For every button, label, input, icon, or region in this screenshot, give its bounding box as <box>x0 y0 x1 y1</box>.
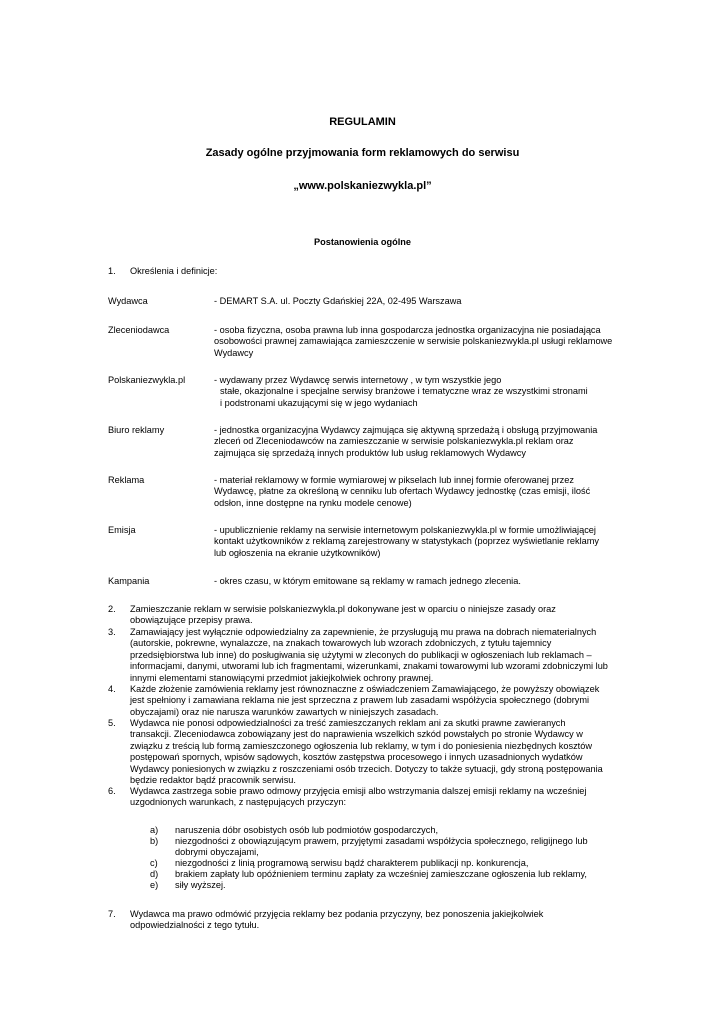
item-line: obowiązujące przepisy prawa. <box>130 615 253 626</box>
item-number: 3. <box>108 627 116 637</box>
definition-line: - okres czasu, w którym emitowane są reklamy w ramach jednego zlecenia. <box>214 576 521 586</box>
definition-line: osobowości prawnej zamawiająca zamieszczenie w serwisie polskaniezwykla.pl usługi reklamowe <box>214 336 613 347</box>
document-site: „www.polskaniezwykla.pl” <box>293 180 432 192</box>
item-number: 6. <box>108 786 116 796</box>
definition-body <box>214 325 634 359</box>
item-text <box>130 909 630 932</box>
subitem-text <box>175 825 625 836</box>
subitem-text <box>175 858 625 869</box>
definition-line: - osoba fizyczna, osoba prawna lub inna gospodarcza jednostka organizacyjna nie posiadająca <box>214 325 601 335</box>
item-line: przedsiębiorstwa lub inne) do posługiwania się użytymi w zleconych do publikacji w ogłoszeniach lub reklamach – <box>130 649 592 660</box>
section-heading: Postanowienia ogólne <box>314 237 411 247</box>
item-line: będzie redaktor bądź pracownik serwisu. <box>130 775 296 786</box>
subitem-letter: a) <box>150 825 159 835</box>
document-subtitle: Zasady ogólne przyjmowania form reklamowych do serwisu <box>205 147 520 159</box>
item-line: jest spełniony i zamawiana reklama nie jest sprzeczna z prawem lub zasadami współżycia społecznego (dobrymi <box>130 695 590 706</box>
item-line: Wydawca nie ponosi odpowiedzialności za treść zamieszczanych reklam ani za skutki prawne zawieranych <box>130 718 566 728</box>
item-line: Wydawca ma prawo odmówić przyjęcia reklamy bez podania przyczyny, bez ponoszenia jakiejkolwiek <box>130 909 544 919</box>
subitem-text <box>175 869 625 880</box>
item-number: 7. <box>108 909 116 919</box>
item-text <box>130 786 630 809</box>
definition-line: zleceń od Zleceniodawców na zamieszczanie w serwisie polskaniezwykla.pl reklam oraz <box>214 436 574 447</box>
subitem-line: naruszenia dóbr osobistych osób lub podmiotów gospodarczych, <box>175 825 439 835</box>
definition-term: Polskaniezwykla.pl <box>108 375 186 385</box>
subitem-text <box>175 836 625 859</box>
definition-line: stałe, okazjonalne i specjalne serwisy branżowe i tematyczne wraz ze wszystkimi stronami <box>220 386 588 397</box>
item-line: obyczajami) oraz nie narusza warunków zawartych w niniejszych zasadach. <box>130 706 439 717</box>
definition-body <box>214 425 634 459</box>
item-line: Wydawca zastrzega sobie prawo odmowy przyjęcia emisji albo wstrzymania dalszej emisji reklamy na wcześniej <box>130 786 587 796</box>
definition-line: - jednostka organizacyjna Wydawcy zajmująca się aktywną sprzedażą i obsługą przyjmowania <box>214 425 598 435</box>
definition-line: zajmująca się sprzedażą innych produktów lub usług reklamowych Wydawcy <box>214 447 526 458</box>
item-line: odpowiedzialności z tego tytułu. <box>130 920 260 931</box>
subitem-text <box>175 880 625 891</box>
item-line: postępowań spornych, wpisów sądowych, kosztów zastępstwa procesowego i innych uzasadnionych wydatków <box>130 752 583 763</box>
subitem-letter: e) <box>150 880 159 890</box>
subitem-line: siły wyższej. <box>175 880 226 890</box>
subitem-letter: d) <box>150 869 159 879</box>
definition-body <box>214 576 634 587</box>
definition-body <box>214 475 634 509</box>
definition-line: i podstronami ukazującymi się w jego wydaniach <box>220 397 418 408</box>
definition-term: Wydawca <box>108 296 148 306</box>
item-text <box>130 627 630 684</box>
item-line: Wydawcy poniesionych w związku z roszczeniami osób trzecich. Dotyczy to także sytuacji, gdy stroną postępowania <box>130 763 603 774</box>
item-line: innymi elementami stanowiącymi przedmiot jakiejkolwiek ochrony prawnej. <box>130 672 434 683</box>
definition-body <box>214 375 634 409</box>
item-text: Określenia i definicje: <box>130 266 218 276</box>
definition-line: - DEMART S.A. ul. Poczty Gdańskiej 22A, 02-495 Warszawa <box>214 296 462 306</box>
document-title: REGULAMIN <box>329 116 396 128</box>
definition-term: Kampania <box>108 576 150 586</box>
definition-term: Biuro reklamy <box>108 425 165 435</box>
item-line: (autorskie, pokrewne, wynalazcze, na znakach towarowych lub wzorach zdobniczych, z tytułu tajemnicy <box>130 638 552 649</box>
item-line: Każde złożenie zamówienia reklamy jest równoznaczne z oświadczeniem Zamawiającego, że powyższy obowiązek <box>130 684 600 694</box>
subitem-line: brakiem zapłaty lub opóźnieniem terminu zapłaty za wcześniej zamieszczane ogłoszenia lub reklamy, <box>175 869 587 879</box>
item-text <box>130 604 630 627</box>
definition-term: Reklama <box>108 475 145 485</box>
definition-line: Wydawcę, płatne za określoną w cenniku lub ofertach Wydawcy jednostkę (czas emisji, ilość <box>214 486 591 497</box>
definition-line: odsłon, inne dostępne na rynku modele cenowe) <box>214 497 412 508</box>
definition-term: Zleceniodawca <box>108 325 170 335</box>
definition-line: lub ogłoszenia na ekranie użytkowników) <box>214 547 381 558</box>
definition-line: - upublicznienie reklamy na serwisie internetowym polskaniezwykla.pl w formie umożliwiającej <box>214 525 596 535</box>
item-line: związku z treścią lub formą zamieszczonego ogłoszenia lub reklamy, w tym i do poniesienia niezbędnych kosztów <box>130 740 592 751</box>
subitem-line: dobrymi obyczajami, <box>175 847 259 858</box>
item-line: informacjami, danymi, utworami lub ich fragmentami, wizerunkami, znakami towarowymi lub wzorami zdobniczymi lub <box>130 661 608 672</box>
item-text <box>130 718 630 786</box>
item-number: 4. <box>108 684 116 694</box>
definition-line: Wydawcy <box>214 347 254 358</box>
subitem-letter: b) <box>150 836 159 846</box>
subitem-letter: c) <box>150 858 158 868</box>
definition-line: - materiał reklamowy w formie wymiarowej w pikselach lub innej formie oferowanej przez <box>214 475 574 485</box>
item-line: transakcji. Zleceniodawca zobowiązany jest do naprawienia wszelkich szkód powstałych po stronie Wydawcy w <box>130 729 583 740</box>
item-line: Zamawiający jest wyłącznie odpowiedzialny za zapewnienie, że przysługują mu prawa na dobrach niematerialnych <box>130 627 597 637</box>
definition-body <box>214 525 634 559</box>
item-number: 2. <box>108 604 116 614</box>
item-number: 1. <box>108 266 116 276</box>
definition-term: Emisja <box>108 525 136 535</box>
item-line: Zamieszczanie reklam w serwisie polskaniezwykla.pl dokonywane jest w oparciu o niniejsze zasady oraz <box>130 604 556 614</box>
subitem-line: niezgodności z linią programową serwisu bądź charakterem publikacji np. konkurencja, <box>175 858 529 868</box>
item-text <box>130 684 630 718</box>
definition-line: kontakt użytkowników z reklamą zarejestrowany w statystykach (poprzez wyświetlanie reklamy <box>214 536 599 547</box>
subitem-line: niezgodności z obowiązującym prawem, przyjętymi zasadami współżycia społecznego, religijnego lub <box>175 836 588 846</box>
item-number: 5. <box>108 718 116 728</box>
definition-line: - wydawany przez Wydawcę serwis internetowy , w tym wszystkie jego <box>214 375 502 385</box>
item-line: uzgodnionych warunkach, z następujących przyczyn: <box>130 797 347 808</box>
definition-body <box>214 296 634 307</box>
